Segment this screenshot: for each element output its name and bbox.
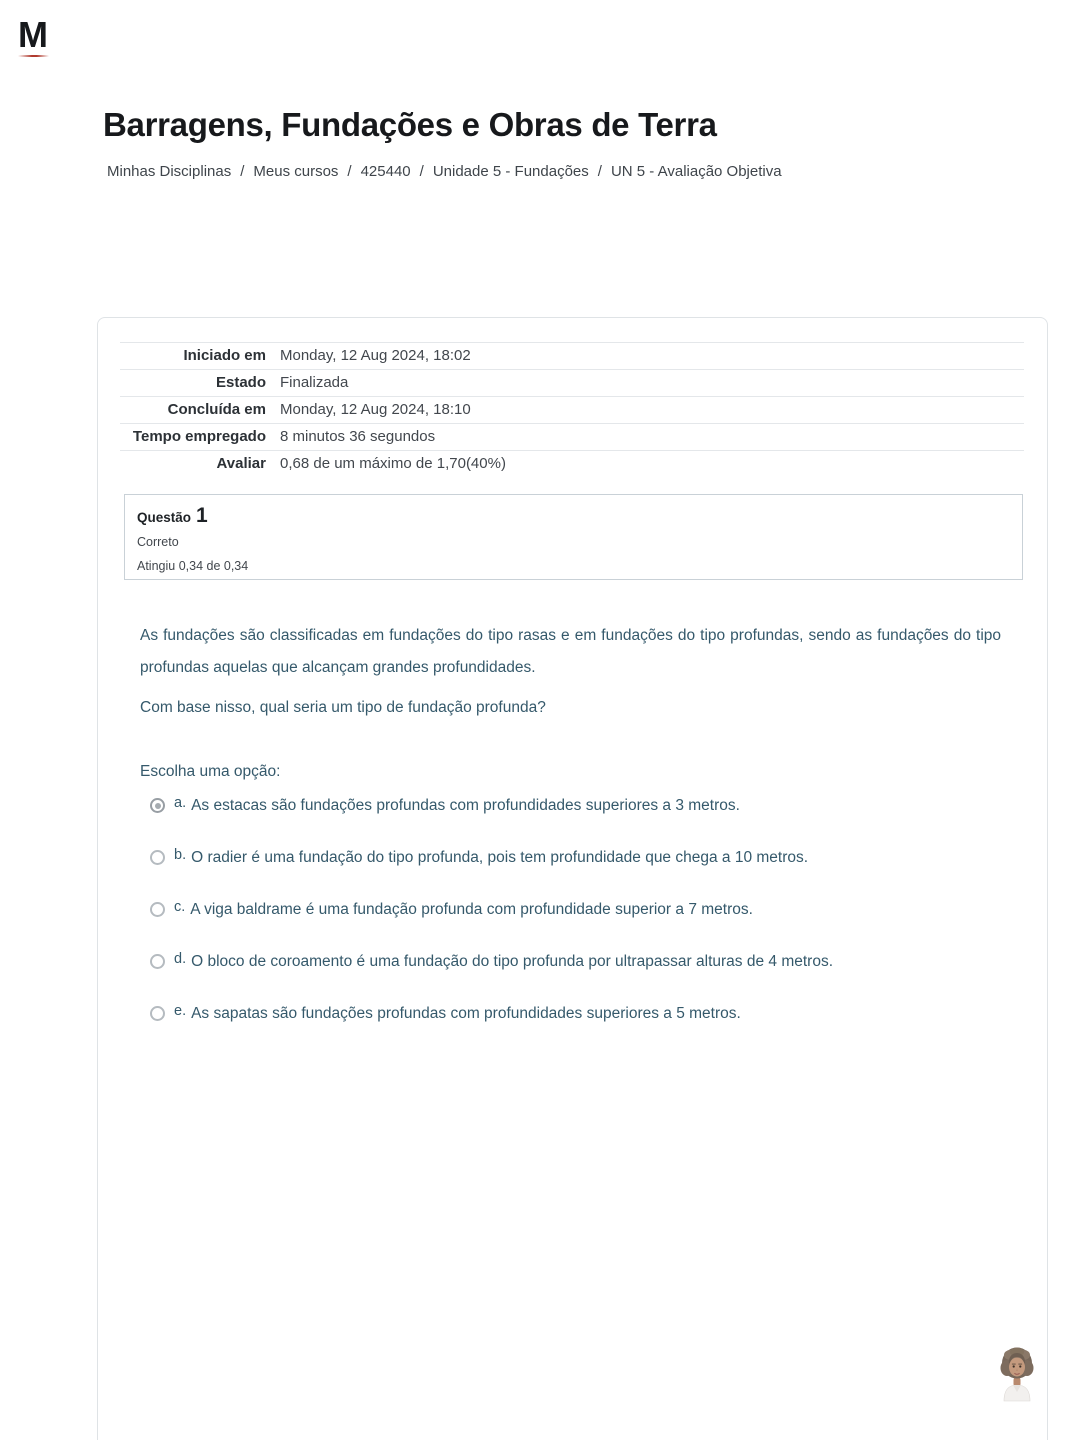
breadcrumb-item-meus-cursos[interactable]: Meus cursos [253, 163, 339, 180]
question-status: Correto [137, 535, 179, 549]
summary-label: Iniciado em [183, 347, 266, 364]
summary-label: Avaliar [216, 455, 266, 472]
summary-label: Tempo empregado [132, 428, 266, 445]
option-b-radio[interactable] [150, 850, 165, 865]
summary-value: Monday, 12 Aug 2024, 18:10 [280, 401, 471, 418]
breadcrumb-item-avaliacao-objetiva[interactable]: UN 5 - Avaliação Objetiva [610, 163, 782, 180]
option-a[interactable] [150, 797, 1001, 814]
option-text: O bloco de coroamento é uma fundação do tipo profunda por ultrapassar alturas de 4 metros. [191, 953, 834, 970]
breadcrumb-separator: / [597, 163, 602, 180]
option-d-radio[interactable] [150, 954, 165, 969]
breadcrumb-separator: / [240, 163, 245, 180]
attempt-summary-table [120, 342, 1024, 477]
option-letter: e. [174, 1003, 187, 1019]
option-c[interactable] [150, 901, 1001, 918]
logo-underline [18, 55, 49, 57]
answer-prompt: Escolha uma opção: [140, 763, 281, 780]
question-number: 1 [196, 504, 208, 527]
option-text: O radier é uma fundação do tipo profunda, pois tem profundidade que chega a 10 metros. [191, 849, 809, 866]
summary-row-state [120, 369, 1024, 396]
breadcrumb-item-course-id[interactable]: 425440 [360, 163, 411, 180]
option-text: A viga baldrame é uma fundação profunda com profundidade superior a 7 metros. [190, 901, 753, 918]
option-a-radio[interactable] [150, 798, 165, 813]
summary-value: 0,68 de um máximo de 1,70(40%) [280, 455, 506, 472]
avatar-illustration [996, 1343, 1038, 1405]
option-e[interactable] [150, 1005, 1001, 1022]
question-grade: Atingiu 0,34 de 0,34 [137, 559, 249, 573]
summary-value: Finalizada [280, 374, 349, 391]
option-text: As estacas são fundações profundas com profundidades superiores a 3 metros. [191, 797, 740, 814]
question-title [137, 504, 1010, 528]
option-letter: a. [174, 795, 187, 811]
breadcrumb-separator: / [347, 163, 352, 180]
option-letter: c. [174, 899, 186, 915]
question-text-paragraph-1: As fundações são classificadas em fundações do tipo rasas e em fundações do tipo profundas, sendo as fundações do tipo profundas aquelas que alcançam grandes profundidades. [140, 627, 1001, 676]
page-title: Barragens, Fundações e Obras de Terra [103, 106, 717, 143]
option-text: As sapatas são fundações profundas com profundidades superiores a 5 metros. [191, 1005, 741, 1022]
option-c-radio[interactable] [150, 902, 165, 917]
summary-row-time-taken [120, 423, 1024, 450]
summary-label: Estado [215, 374, 266, 391]
option-e-radio[interactable] [150, 1006, 165, 1021]
summary-value: 8 minutos 36 segundos [280, 428, 436, 445]
question-content [140, 620, 1001, 1022]
summary-value: Monday, 12 Aug 2024, 18:02 [280, 347, 471, 364]
summary-row-grade [120, 450, 1024, 477]
summary-row-completed [120, 396, 1024, 423]
breadcrumb-item-unidade-5[interactable]: Unidade 5 - Fundações [432, 163, 589, 180]
answer-options [150, 797, 1001, 1022]
option-b[interactable] [150, 849, 1001, 866]
breadcrumb-item-minhas-disciplinas[interactable]: Minhas Disciplinas [107, 163, 232, 180]
question-label: Questão [137, 510, 192, 525]
breadcrumb [107, 163, 782, 180]
question-info-box [124, 494, 1023, 580]
option-letter: d. [174, 951, 187, 967]
summary-row-started [120, 342, 1024, 369]
question-text-paragraph-2: Com base nisso, qual seria um tipo de fundação profunda? [140, 699, 546, 716]
moodle-logo[interactable]: M [18, 14, 47, 55]
user-avatar[interactable] [996, 1343, 1038, 1405]
option-letter: b. [174, 847, 187, 863]
option-d[interactable] [150, 953, 1001, 970]
breadcrumb-separator: / [419, 163, 424, 180]
quiz-review-card [97, 317, 1048, 1440]
summary-label: Concluída em [167, 401, 266, 418]
